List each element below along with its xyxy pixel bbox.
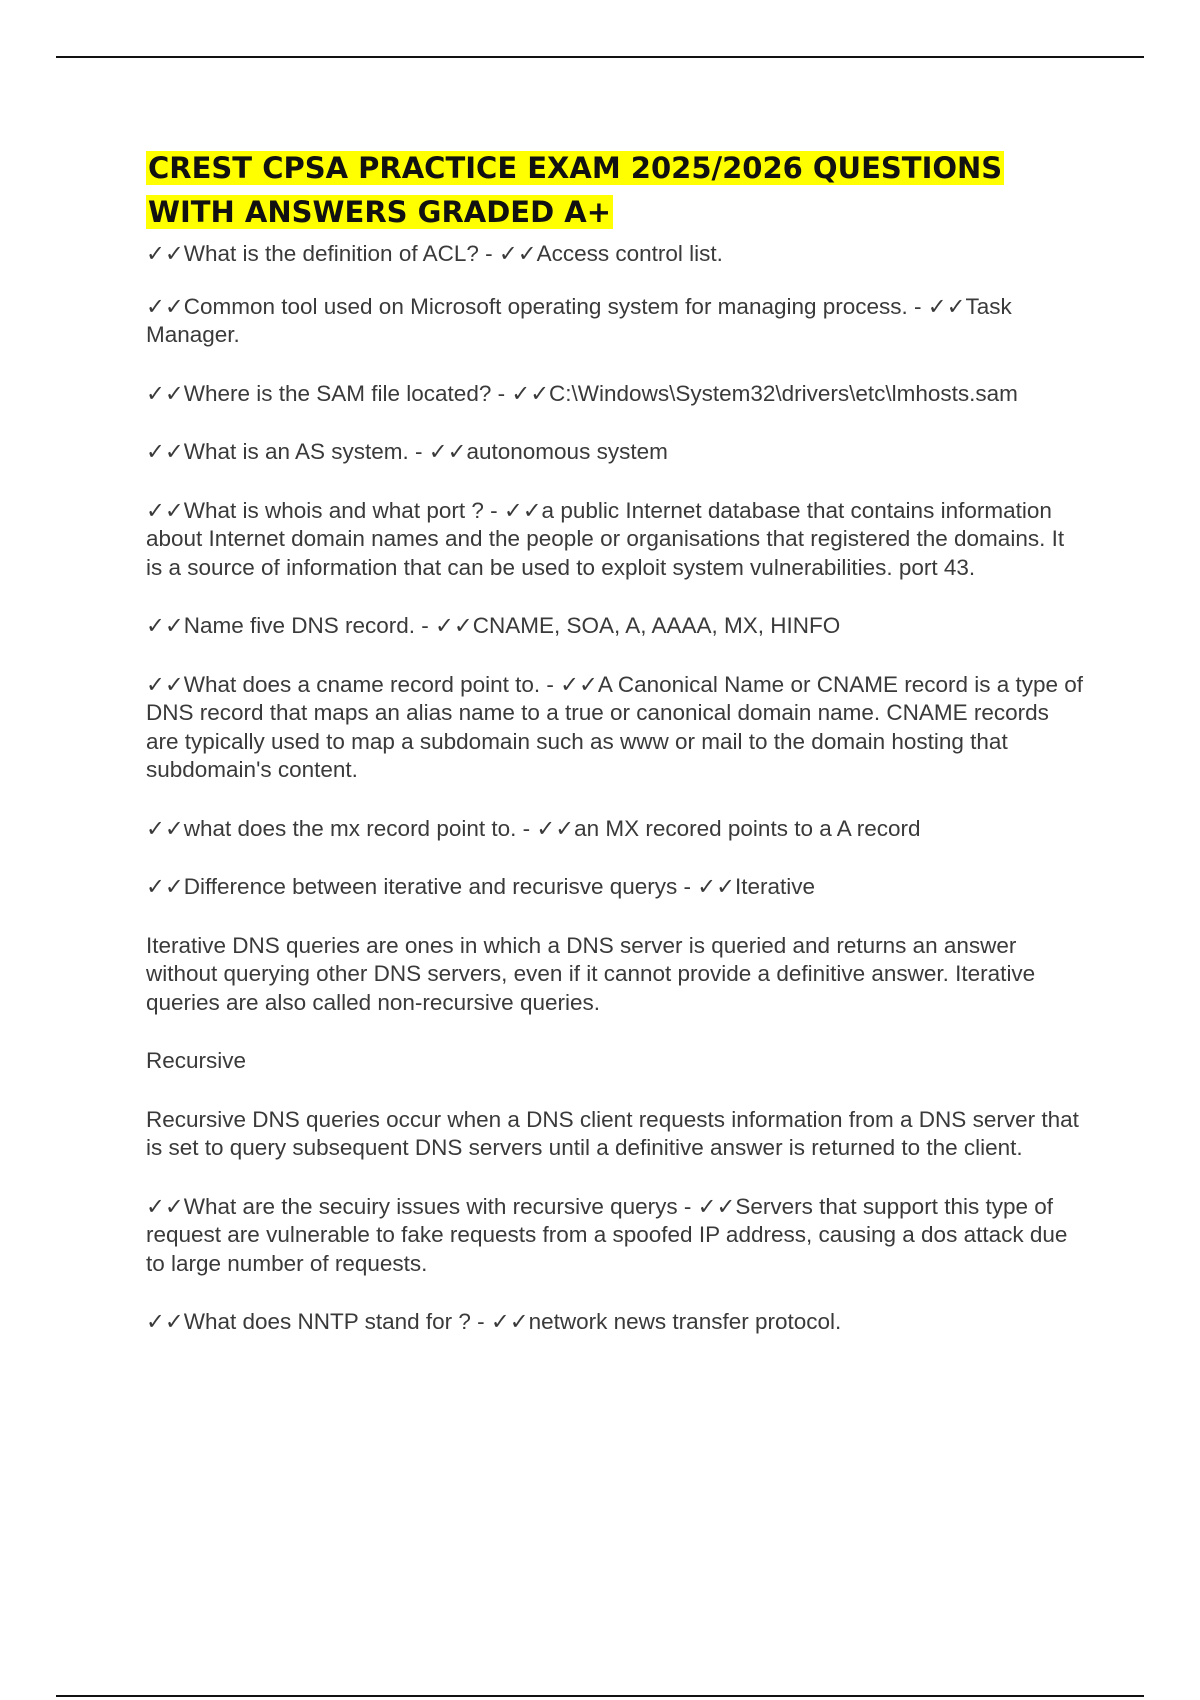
document-body — [146, 146, 1086, 1367]
qa-item-dns-records: ✓✓Name five DNS record. - ✓✓CNAME, SOA, A, AAAA, MX, HINFO — [146, 613, 841, 638]
qa-item-task-manager: ✓✓Common tool used on Microsoft operating system for managing process. - ✓✓Task Manager. — [146, 293, 1012, 347]
qa-item-recursive-security: ✓✓What are the secuiry issues with recursive querys - ✓✓Servers that support this type of request are vulnerable to fake requests from a spoofed IP address, causing a dos attack due to large number of requests. — [146, 1193, 1068, 1276]
qa-item-iterative-recursive: ✓✓Difference between iterative and recurisve querys - ✓✓Iterative — [146, 874, 816, 899]
title-highlight: CREST CPSA PRACTICE EXAM 2025/2026 QUESTIONS WITH ANSWERS GRADED A+ — [148, 151, 1003, 229]
recursive-heading: Recursive — [146, 1048, 247, 1073]
top-rule — [56, 56, 1144, 58]
qa-item-whois: ✓✓What is whois and what port ? - ✓✓a public Internet database that contains information about Internet domain names and the people or organisations that registered the domains. It is a source of information that can be used to exploit system vulnerabilities. port 43. — [146, 497, 1065, 580]
qa-item-as-system: ✓✓What is an AS system. - ✓✓autonomous system — [146, 439, 668, 464]
qa-item-cname: ✓✓What does a cname record point to. - ✓✓A Canonical Name or CNAME record is a type of DNS record that maps an alias name to a true or canonical domain name. CNAME records are typically used to map a subdomain such as www or mail to the domain hosting that subdomain's content. — [146, 671, 1084, 782]
qa-item-sam-file: ✓✓Where is the SAM file located? - ✓✓C:\Windows\System32\drivers\etc\lmhosts.sam — [146, 380, 1018, 406]
qa-item-mx-record: ✓✓what does the mx record point to. - ✓✓an MX recored points to a A record — [146, 815, 921, 841]
recursive-paragraph: Recursive DNS queries occur when a DNS client requests information from a DNS server that is set to query subsequent DNS servers until a definitive answer is returned to the client. — [146, 1106, 1079, 1160]
document-title — [146, 146, 1086, 234]
qa-item-nntp: ✓✓What does NNTP stand for ? - ✓✓network news transfer protocol. — [146, 1309, 842, 1334]
qa-item-acl: ✓✓What is the definition of ACL? - ✓✓Access control list. — [146, 241, 723, 266]
bottom-rule — [56, 1695, 1144, 1697]
iterative-paragraph: Iterative DNS queries are ones in which a DNS server is queried and returns an answer without querying other DNS servers, even if it cannot provide a definitive answer. Iterative queries are also called non-recursive queries. — [146, 932, 1036, 1015]
